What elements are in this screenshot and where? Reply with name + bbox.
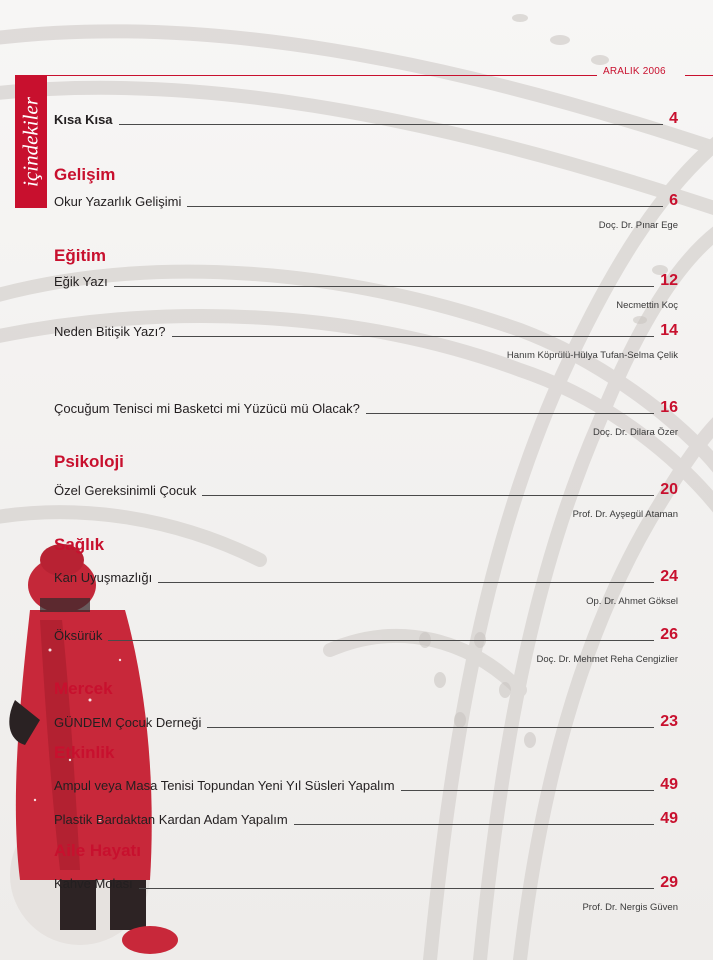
page-number: 24 bbox=[660, 568, 678, 585]
toc-entry[interactable] bbox=[54, 872, 678, 892]
entry-title: Ampul veya Masa Tenisi Topundan Yeni Yıl Süsleri Yapalım bbox=[54, 778, 395, 793]
toc-entry[interactable] bbox=[54, 479, 678, 499]
section-heading: Eğitim bbox=[54, 246, 106, 265]
page-number: 20 bbox=[660, 481, 678, 498]
section-heading: Psikoloji bbox=[54, 452, 124, 471]
leader-line bbox=[119, 124, 664, 125]
toc-entry[interactable] bbox=[54, 774, 678, 794]
leader-line bbox=[366, 413, 654, 414]
page-number: 23 bbox=[660, 713, 678, 730]
header-rule-right bbox=[685, 75, 713, 76]
entry-author: Doç. Dr. Dilara Özer bbox=[593, 427, 678, 438]
toc-entry[interactable] bbox=[54, 320, 678, 340]
contents-side-tab bbox=[15, 76, 47, 208]
leader-line bbox=[187, 206, 663, 207]
header-rule bbox=[15, 75, 597, 76]
contents-tab-label: içindekiler bbox=[18, 97, 43, 187]
page-number: 16 bbox=[660, 399, 678, 416]
leader-line bbox=[202, 495, 654, 496]
page-number: 26 bbox=[660, 626, 678, 643]
entry-title: Özel Gereksinimli Çocuk bbox=[54, 483, 197, 498]
section-heading: Mercek bbox=[54, 679, 113, 698]
leader-line bbox=[108, 640, 654, 641]
entry-title: Eğik Yazı bbox=[54, 274, 108, 289]
toc-entry[interactable] bbox=[54, 190, 678, 210]
toc-entry[interactable] bbox=[54, 711, 678, 731]
leader-line bbox=[172, 336, 655, 337]
section-heading: Sağlık bbox=[54, 535, 105, 554]
entry-title: Plastik Bardaktan Kardan Adam Yapalım bbox=[54, 812, 288, 827]
entry-title: Neden Bitişik Yazı? bbox=[54, 324, 166, 339]
toc-entry[interactable] bbox=[54, 566, 678, 586]
entry-author: Hanım Köprülü-Hülya Tufan-Selma Çelik bbox=[506, 350, 678, 361]
section-heading: Aile Hayatı bbox=[54, 841, 141, 860]
page-number: 4 bbox=[669, 110, 678, 127]
leader-line bbox=[401, 790, 655, 791]
toc-entry[interactable] bbox=[54, 397, 678, 417]
section-heading: Gelişim bbox=[54, 165, 116, 184]
issue-date: ARALIK 2006 bbox=[603, 66, 666, 77]
entry-title: Çocuğum Tenisci mi Basketci mi Yüzücü mü Olacak? bbox=[54, 401, 360, 416]
leader-line bbox=[158, 582, 654, 583]
page-number: 49 bbox=[660, 810, 678, 827]
leader-line bbox=[294, 824, 655, 825]
page-number: 49 bbox=[660, 776, 678, 793]
toc-entry[interactable] bbox=[54, 808, 678, 828]
entry-author: Op. Dr. Ahmet Göksel bbox=[586, 596, 678, 607]
toc-entry[interactable] bbox=[54, 624, 678, 644]
toc-entry[interactable] bbox=[54, 108, 678, 128]
page-number: 29 bbox=[660, 874, 678, 891]
section-heading: Etkinlik bbox=[54, 743, 115, 762]
entry-title: Kahve Molası bbox=[54, 876, 133, 891]
entry-title: GÜNDEM Çocuk Derneği bbox=[54, 715, 202, 730]
leader-line bbox=[114, 286, 654, 287]
entry-author: Doç. Dr. Pınar Ege bbox=[598, 220, 678, 231]
toc-entry[interactable] bbox=[54, 270, 678, 290]
entry-title: Kısa Kısa bbox=[54, 112, 113, 127]
page-number: 12 bbox=[660, 272, 678, 289]
entry-author: Necmettin Koç bbox=[616, 300, 678, 311]
entry-author: Prof. Dr. Nergis Güven bbox=[582, 902, 678, 913]
entry-author: Prof. Dr. Ayşegül Ataman bbox=[572, 509, 678, 520]
entry-author: Doç. Dr. Mehmet Reha Cengizlier bbox=[536, 654, 678, 665]
leader-line bbox=[139, 888, 654, 889]
entry-title: Okur Yazarlık Gelişimi bbox=[54, 194, 182, 209]
leader-line bbox=[207, 727, 654, 728]
entry-title: Öksürük bbox=[54, 628, 103, 643]
page-number: 14 bbox=[660, 322, 678, 339]
page-number: 6 bbox=[669, 192, 678, 209]
entry-title: Kan Uyuşmazlığı bbox=[54, 570, 153, 585]
